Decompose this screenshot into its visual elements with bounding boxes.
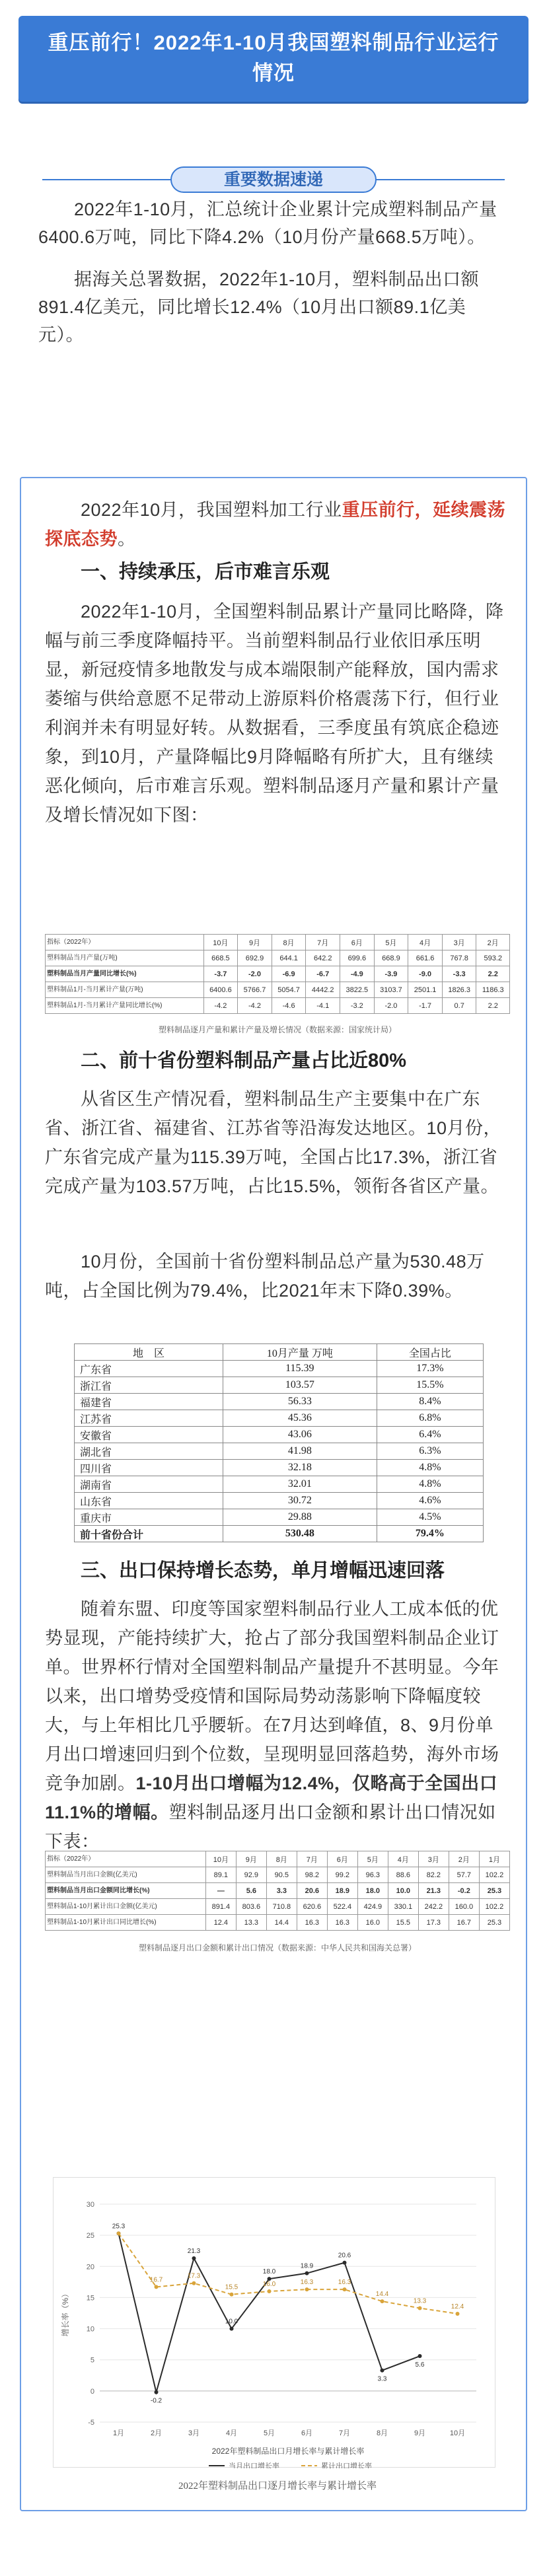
table-cell: 18.9: [327, 1883, 357, 1899]
province-table: [74, 1343, 484, 1542]
table-cell: 102.2: [479, 1899, 509, 1915]
y-tick-label: 20: [86, 2263, 94, 2272]
data-label: 14.4: [375, 2291, 389, 2299]
x-tick-label: 4月: [225, 2429, 238, 2437]
summary-paragraph-export: 据海关总署数据，2022年1-10月，塑料制品出口额891.4亿美元，同比增长12.4%（10月出口额89.1亿美元）。: [38, 269, 480, 345]
y-tick-label: 30: [86, 2201, 94, 2209]
table-cell: 3103.7: [374, 982, 408, 998]
table-cell: 82.2: [418, 1867, 449, 1883]
table-cell: 6.8%: [377, 1410, 483, 1427]
intro-end: 。: [118, 529, 136, 549]
table-cell: 160.0: [449, 1899, 479, 1915]
table-cell: 29.88: [223, 1509, 377, 1526]
table-header-row: [46, 1851, 510, 1867]
header-cell: 2月: [449, 1851, 479, 1867]
table-cell: 96.3: [357, 1867, 388, 1883]
data-label: 16.0: [262, 2281, 276, 2288]
table-cell: 5766.7: [238, 982, 272, 998]
header-cell: 7月: [306, 935, 340, 950]
header-cell: 地 区: [75, 1344, 223, 1361]
table-cell: 90.5: [266, 1867, 297, 1883]
data-label: 13.3: [413, 2297, 427, 2305]
table-cell: 41.98: [223, 1443, 377, 1460]
production-table-caption: 塑料制品逐月产量和累计产量及增长情况（数据来源：国家统计局）: [158, 1025, 396, 1034]
table-cell: 593.2: [476, 950, 510, 966]
table-cell: 642.2: [306, 950, 340, 966]
province-name: 江苏省: [75, 1410, 223, 1427]
table-cell: -2.0: [238, 966, 272, 982]
table-cell: 17.3: [418, 1915, 449, 1931]
table-cell: 668.9: [374, 950, 408, 966]
x-tick-label: 9月: [414, 2429, 426, 2437]
legend-label: 累计出口增长率: [321, 2462, 372, 2468]
x-tick-label: 1月: [112, 2429, 125, 2437]
table-cell: 102.2: [479, 1867, 509, 1883]
section3-text-end: 塑料制品逐月出口金额和累计出口情况如下表：: [45, 1803, 496, 1851]
table-cell: -3.7: [203, 966, 238, 982]
table-row: [75, 1394, 484, 1410]
table-cell: 5.6: [236, 1883, 266, 1899]
data-label: 3.3: [377, 2375, 387, 2383]
table-cell: 6.4%: [377, 1427, 483, 1443]
table-cell: 15.5: [388, 1915, 418, 1931]
x-tick-label: 8月: [376, 2429, 388, 2437]
table-row: [75, 1410, 484, 1427]
x-tick-label: 5月: [263, 2429, 275, 2437]
table-cell: 0.7: [442, 998, 476, 1014]
data-point: [456, 2312, 460, 2316]
row-label: 塑料制品当月产量(万吨): [46, 950, 204, 966]
table-row: [46, 966, 510, 982]
header-cell: 指标（2022年）: [46, 1851, 206, 1867]
row-label: 塑料制品1-10月累计出口同比增长(%): [46, 1915, 206, 1931]
table-cell: 56.33: [223, 1394, 377, 1410]
table-cell: 4.6%: [377, 1493, 483, 1509]
x-tick-label: 10月: [449, 2429, 466, 2437]
data-label: 10.0: [225, 2318, 238, 2326]
table-cell: 8.4%: [377, 1394, 483, 1410]
header-cell: 9月: [236, 1851, 266, 1867]
header-cell: 2月: [476, 935, 510, 950]
province-name: 安徽省: [75, 1427, 223, 1443]
table-cell: 98.2: [297, 1867, 327, 1883]
table-cell: -6.7: [306, 966, 340, 982]
province-name: 浙江省: [75, 1377, 223, 1394]
y-tick-label: 15: [86, 2294, 94, 2303]
header-cell: 8月: [272, 935, 306, 950]
table-total-row: [75, 1526, 484, 1542]
data-point: [117, 2231, 121, 2235]
table-cell: -2.0: [374, 998, 408, 1014]
y-tick-label: 0: [90, 2387, 94, 2396]
table-row: [75, 1443, 484, 1460]
data-point: [343, 2287, 347, 2291]
table-cell: 3822.5: [340, 982, 375, 998]
data-point: [230, 2327, 234, 2331]
header-cell: 3月: [442, 935, 476, 950]
table-cell: 661.6: [408, 950, 443, 966]
data-label: 15.5: [225, 2283, 238, 2291]
section1-heading: 一、持续承压，后市难言乐观: [81, 561, 330, 583]
table-cell: 692.9: [238, 950, 272, 966]
header-cell: 10月产量 万吨: [223, 1344, 377, 1361]
table-cell: 891.4: [205, 1899, 236, 1915]
table-cell: 115.39: [223, 1361, 377, 1377]
header-cell: 4月: [408, 935, 443, 950]
data-label: 25.3: [112, 2223, 126, 2231]
table-cell: 6.3%: [377, 1443, 483, 1460]
table-cell: 13.3: [236, 1915, 266, 1931]
province-name: 湖北省: [75, 1443, 223, 1460]
table-cell: 17.3%: [377, 1361, 483, 1377]
table-cell: -6.9: [272, 966, 306, 982]
section2-paragraph-2: 10月份，全国前十省份塑料制品总产量为530.48万吨，占全国比例为79.4%，比2021年末下降0.39%。: [45, 1252, 485, 1301]
table-cell: 92.9: [236, 1867, 266, 1883]
y-tick-label: 10: [86, 2325, 94, 2334]
header-cell: 5月: [374, 935, 408, 950]
data-label: 16.3: [300, 2279, 314, 2287]
y-tick-label: 5: [90, 2356, 94, 2365]
chart-caption: 2022年塑料制品出口逐月增长率与累计增长率: [178, 2481, 377, 2491]
export-table-caption: 塑料制品逐月出口金额和累计出口情况（数据来源：中华人民共和国海关总署）: [138, 1943, 416, 1952]
total-cell: 530.48: [223, 1526, 377, 1542]
section2-heading: 二、前十省份塑料制品产量占比近80%: [81, 1050, 407, 1071]
header-cell: 10月: [203, 935, 238, 950]
export-growth-chart: [53, 2177, 495, 2468]
data-point: [155, 2390, 159, 2394]
data-label: -0.2: [150, 2397, 163, 2405]
data-point: [192, 2256, 196, 2260]
table-cell: 20.6: [297, 1883, 327, 1899]
province-name: 重庆市: [75, 1509, 223, 1526]
table-cell: 668.5: [203, 950, 238, 966]
x-tick-label: 3月: [188, 2429, 200, 2437]
header-cell: 5月: [357, 1851, 388, 1867]
x-tick-label: 7月: [338, 2429, 351, 2437]
table-cell: 16.3: [297, 1915, 327, 1931]
table-cell: 16.3: [327, 1915, 357, 1931]
summary-badge: 重要数据速递: [170, 166, 377, 193]
y-axis-label: 增长率（%）: [61, 2289, 70, 2337]
data-label: 18.9: [300, 2262, 314, 2270]
title-banner: [18, 16, 529, 102]
x-tick-label: 6月: [301, 2429, 313, 2437]
section3-paragraph: [45, 1594, 510, 1856]
table-cell: 14.4: [266, 1915, 297, 1931]
header-cell: 7月: [297, 1851, 327, 1867]
export-table: [45, 1851, 510, 1931]
page-title: 重压前行！2022年1-10月我国塑料制品行业运行情况: [48, 31, 499, 85]
table-cell: 710.8: [266, 1899, 297, 1915]
table-cell: 3.3: [266, 1883, 297, 1899]
table-cell: -4.2: [203, 998, 238, 1014]
table-cell: 21.3: [418, 1883, 449, 1899]
table-cell: 16.0: [357, 1915, 388, 1931]
data-point: [343, 2261, 347, 2265]
table-cell: 2.2: [476, 966, 510, 982]
table-cell: 10.0: [388, 1883, 418, 1899]
table-cell: 16.7: [449, 1915, 479, 1931]
row-label: 塑料制品当月出口金额同比增长(%): [46, 1883, 206, 1899]
row-label: 塑料制品1-10月累计出口金额(亿美元): [46, 1899, 206, 1915]
province-name: 福建省: [75, 1394, 223, 1410]
header-cell: 10月: [205, 1851, 236, 1867]
table-row: [75, 1493, 484, 1509]
data-label: 21.3: [187, 2248, 201, 2256]
chart-title: 2022年塑料制品出口月增长率与累计增长率: [211, 2447, 365, 2456]
table-cell: 12.4: [205, 1915, 236, 1931]
table-cell: -3.9: [374, 966, 408, 982]
table-cell: 803.6: [236, 1899, 266, 1915]
table-cell: 32.01: [223, 1476, 377, 1493]
section3-bold-text: 1-10月出口增幅为12.4%，仅略高于全国出口11.1%的增幅。: [45, 1773, 498, 1822]
row-label: 塑料制品1月-当月累计产量同比增长(%): [46, 998, 204, 1014]
table-row: [75, 1427, 484, 1443]
header-cell: 指标（2022年）: [46, 935, 204, 950]
table-header-row: [75, 1344, 484, 1361]
table-cell: 57.7: [449, 1867, 479, 1883]
intro-paragraph: [45, 495, 510, 554]
table-cell: -4.2: [238, 998, 272, 1014]
province-name: 湖南省: [75, 1476, 223, 1493]
data-label: 16.3: [338, 2279, 351, 2287]
table-cell: 89.1: [205, 1867, 236, 1883]
table-cell: 1186.3: [476, 982, 510, 998]
total-cell: 79.4%: [377, 1526, 483, 1542]
table-cell: 18.0: [357, 1883, 388, 1899]
table-cell: 644.1: [272, 950, 306, 966]
table-row: [46, 1915, 510, 1931]
header-cell: 3月: [418, 1851, 449, 1867]
chart-svg: [54, 2178, 496, 2468]
table-cell: 2.2: [476, 998, 510, 1014]
data-point: [192, 2281, 196, 2285]
data-label: 16.7: [149, 2276, 163, 2284]
table-cell: 767.8: [442, 950, 476, 966]
table-cell: 32.18: [223, 1460, 377, 1476]
header-cell: 8月: [266, 1851, 297, 1867]
data-point: [381, 2299, 384, 2303]
table-cell: 43.06: [223, 1427, 377, 1443]
table-cell: 424.9: [357, 1899, 388, 1915]
table-row: [46, 1883, 510, 1899]
table-cell: -3.3: [442, 966, 476, 982]
header-cell: 4月: [388, 1851, 418, 1867]
table-cell: 15.5%: [377, 1377, 483, 1394]
section2-paragraph-1: 从省区生产情况看，塑料制品生产主要集中在广东省、浙江省、福建省、江苏省等沿海发达地区。10月份，广东省完成产量为115.39万吨，全国占比17.3%，浙江省完成产量为103.57万吨，占比15.5%，领衔各省区产量。: [45, 1089, 502, 1196]
table-cell: 4.8%: [377, 1460, 483, 1476]
header-cell: 6月: [327, 1851, 357, 1867]
table-cell: -4.9: [340, 966, 375, 982]
table-cell: 242.2: [418, 1899, 449, 1915]
data-point: [418, 2306, 422, 2310]
data-label: 17.3: [187, 2272, 201, 2280]
data-label: 12.4: [451, 2303, 464, 2310]
table-cell: -3.2: [340, 998, 375, 1014]
series-line: [119, 2233, 420, 2392]
summary-header: [0, 166, 547, 193]
table-cell: 5054.7: [272, 982, 306, 998]
table-cell: 6400.6: [203, 982, 238, 998]
table-row: [46, 950, 510, 966]
intro-highlight: 重压前行，延续震荡探底态势: [45, 500, 506, 549]
row-label: 塑料制品当月产量同比增长(%): [46, 966, 204, 982]
section3-heading: 三、出口保持增长态势，单月增幅迅速回落: [81, 1560, 445, 1581]
table-cell: 25.3: [479, 1915, 509, 1931]
table-row: [46, 1867, 510, 1883]
table-cell: 45.36: [223, 1410, 377, 1427]
table-cell: —: [205, 1883, 236, 1899]
table-row: [75, 1476, 484, 1493]
total-cell: 前十省份合计: [75, 1526, 223, 1542]
table-row: [75, 1361, 484, 1377]
table-cell: 103.57: [223, 1377, 377, 1394]
table-cell: 620.6: [297, 1899, 327, 1915]
table-row: [46, 998, 510, 1014]
series-line: [119, 2233, 458, 2314]
table-row: [46, 1899, 510, 1915]
table-cell: 4.5%: [377, 1509, 483, 1526]
table-cell: -4.6: [272, 998, 306, 1014]
table-cell: -1.7: [408, 998, 443, 1014]
summary-paragraph-production: 2022年1-10月，汇总统计企业累计完成塑料制品产量6400.6万吨，同比下降4.2%（10月份产量668.5万吨）。: [38, 199, 497, 247]
data-point: [381, 2369, 384, 2373]
data-point: [418, 2354, 422, 2358]
table-cell: -9.0: [408, 966, 443, 982]
header-cell: 全国占比: [377, 1344, 483, 1361]
header-cell: 9月: [238, 935, 272, 950]
table-cell: 330.1: [388, 1899, 418, 1915]
data-point: [230, 2293, 234, 2297]
table-cell: 2501.1: [408, 982, 443, 998]
data-label: 18.0: [262, 2268, 276, 2276]
section1-paragraph: 2022年1-10月，全国塑料制品累计产量同比略降，降幅与前三季度降幅持平。当前塑料制品行业依旧承压明显，新冠疫情多地散发与成本端限制产能释放，国内需求萎缩与供给意愿不足带动上游原料价格震荡下行，但行业利润并未有明显好转。从数据看，三季度虽有筑底企稳迹象，到10月，产量降幅比9月降幅略有所扩大，且有继续恶化倾向，后市难言乐观。塑料制品逐月产量和累计产量及增长情况如下图：: [45, 602, 504, 825]
header-cell: 6月: [340, 935, 375, 950]
data-point: [305, 2272, 309, 2275]
y-tick-label: -5: [88, 2419, 94, 2427]
table-cell: -0.2: [449, 1883, 479, 1899]
table-header-row: [46, 935, 510, 950]
y-tick-label: 25: [86, 2232, 94, 2240]
data-label: 20.6: [338, 2252, 351, 2260]
table-cell: 99.2: [327, 1867, 357, 1883]
intro-text: 2022年10月，我国塑料加工行业: [81, 500, 342, 520]
table-cell: 4.8%: [377, 1476, 483, 1493]
table-cell: 88.6: [388, 1867, 418, 1883]
legend-label: 当月出口增长率: [229, 2462, 279, 2468]
production-table: [45, 934, 510, 1014]
header-cell: 1月: [479, 1851, 509, 1867]
data-point: [305, 2287, 309, 2291]
table-row: [75, 1377, 484, 1394]
table-cell: 1826.3: [442, 982, 476, 998]
province-name: 四川省: [75, 1460, 223, 1476]
table-cell: 522.4: [327, 1899, 357, 1915]
data-point: [155, 2285, 159, 2289]
row-label: 塑料制品当月出口金额(亿美元): [46, 1867, 206, 1883]
table-cell: 4442.2: [306, 982, 340, 998]
row-label: 塑料制品1月-当月累计产量(万吨): [46, 982, 204, 998]
section3-text: 随着东盟、印度等国家塑料制品行业人工成本低的优势显现，产能持续扩大，抢占了部分我国塑料制品企业订单。世界杯行情对全国塑料制品产量提升不甚明显。今年以来，出口增势受疫情和国际局势动荡影响下降幅度较大，与上年相比几乎腰斩。在7月达到峰值，8、9月份单月出口增速回归到个位数，呈现明显回落趋势，海外市场竞争加剧。: [45, 1599, 499, 1793]
x-tick-label: 2月: [150, 2429, 163, 2437]
table-cell: 30.72: [223, 1493, 377, 1509]
table-cell: -4.1: [306, 998, 340, 1014]
table-row: [75, 1509, 484, 1526]
province-name: 山东省: [75, 1493, 223, 1509]
table-cell: 25.3: [479, 1883, 509, 1899]
table-cell: 699.6: [340, 950, 375, 966]
province-name: 广东省: [75, 1361, 223, 1377]
table-row: [75, 1460, 484, 1476]
data-label: 5.6: [415, 2361, 425, 2369]
data-point: [268, 2289, 272, 2293]
summary-block: [38, 196, 509, 363]
table-row: [46, 982, 510, 998]
